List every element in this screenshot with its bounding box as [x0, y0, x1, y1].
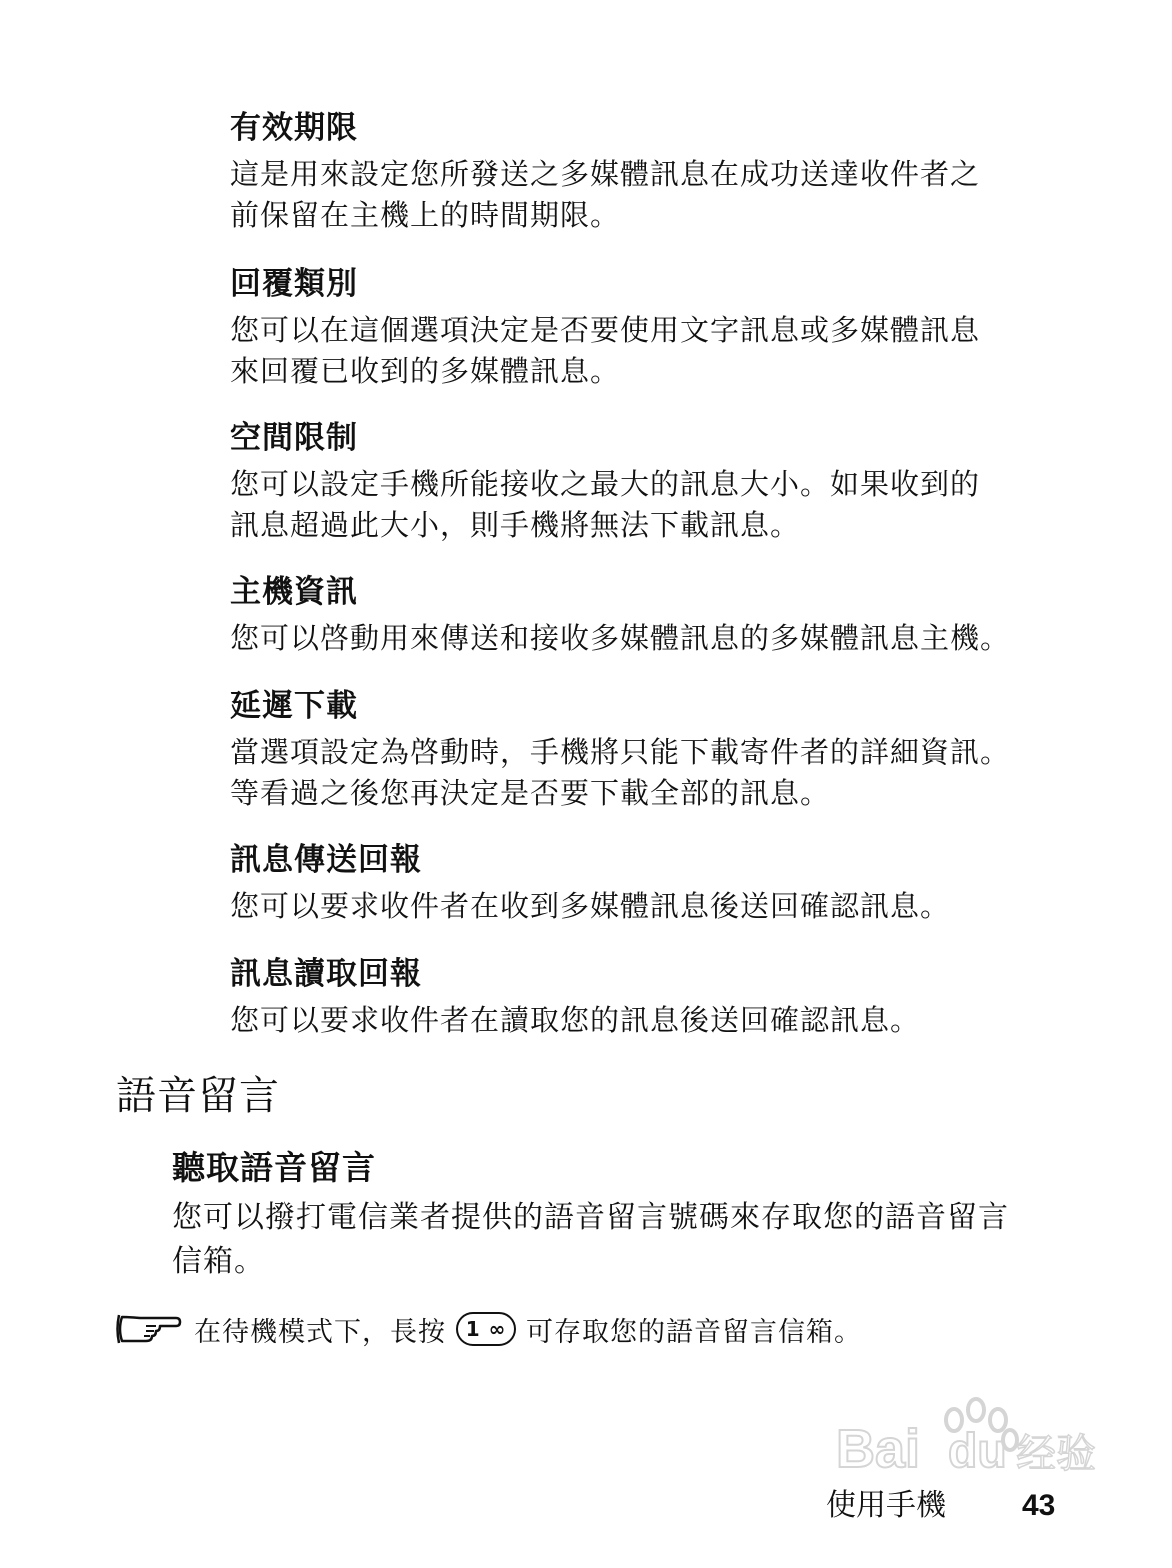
- body-line: 訊息超過此大小，則手機將無法下載訊息。: [230, 508, 801, 542]
- section-heading: 回覆類別: [230, 266, 358, 302]
- page-number: 43: [1022, 1489, 1056, 1522]
- body-line: 您可以在這個選項決定是否要使用文字訊息或多媒體訊息: [230, 313, 981, 347]
- section-heading: 訊息傳送回報: [230, 842, 422, 878]
- section-delivery-report: [230, 840, 1090, 927]
- tip-note: [116, 1306, 862, 1352]
- section-space-limit: [230, 418, 1090, 546]
- section-body: [230, 310, 1090, 392]
- footer-section-name: 使用手機: [826, 1488, 946, 1523]
- voicemail-key-icon: 1 ∞: [456, 1312, 516, 1346]
- section-heading: 有效期限: [230, 110, 358, 146]
- section-host-info: [230, 572, 1090, 659]
- note-text-after: 可存取您的語音留言信箱。: [526, 1316, 862, 1348]
- section-read-report: [230, 954, 1090, 1041]
- section-heading: 聽取語音留言: [172, 1148, 376, 1187]
- baidu-paw-logo-icon: [836, 1392, 1106, 1492]
- svg-text:du: du: [948, 1425, 1007, 1478]
- section-validity: [230, 108, 1090, 236]
- svg-text:经验: 经验: [1016, 1431, 1096, 1477]
- section-body: [230, 1000, 1090, 1041]
- section-body: [230, 154, 1090, 236]
- section-body: [230, 464, 1090, 546]
- body-line: 前保留在主機上的時間期限。: [230, 198, 621, 232]
- pointing-hand-icon: [116, 1309, 182, 1349]
- section-heading: 空間限制: [230, 420, 358, 456]
- body-line: 您可以設定手機所能接收之最大的訊息大小。如果收到的: [230, 467, 981, 501]
- section-body: [230, 618, 1090, 659]
- section-delayed-download: [230, 686, 1090, 814]
- section-body: [172, 1196, 1052, 1284]
- section-listen-voicemail: [172, 1148, 1052, 1284]
- body-line: 您可以要求收件者在讀取您的訊息後送回確認訊息。: [230, 1003, 921, 1037]
- section-body: [230, 732, 1090, 814]
- baidu-watermark: [836, 1392, 1106, 1492]
- section-heading: 主機資訊: [230, 574, 358, 610]
- page-footer: [826, 1486, 1056, 1526]
- body-line: 您可以啓動用來傳送和接收多媒體訊息的多媒體訊息主機。: [230, 621, 1011, 655]
- svg-text:Bai: Bai: [836, 1419, 921, 1479]
- note-text-before: 在待機模式下，長按: [194, 1316, 446, 1348]
- section-heading: 延遲下載: [230, 688, 358, 724]
- section-heading: 訊息讀取回報: [230, 956, 422, 992]
- body-line: 當選項設定為啓動時，手機將只能下載寄件者的詳細資訊。: [230, 735, 1011, 769]
- body-line: 這是用來設定您所發送之多媒體訊息在成功送達收件者之: [230, 157, 981, 191]
- section-reply-type: [230, 264, 1090, 392]
- body-line: 您可以要求收件者在收到多媒體訊息後送回確認訊息。: [230, 889, 951, 923]
- body-line: 您可以撥打電信業者提供的語音留言號碼來存取您的語音留言: [172, 1200, 1009, 1235]
- section-body: [230, 886, 1090, 927]
- body-line: 來回覆已收到的多媒體訊息。: [230, 354, 621, 388]
- body-line: 等看過之後您再決定是否要下載全部的訊息。: [230, 776, 831, 810]
- body-line: 信箱。: [172, 1244, 265, 1279]
- chapter-title: 語音留言: [116, 1073, 280, 1119]
